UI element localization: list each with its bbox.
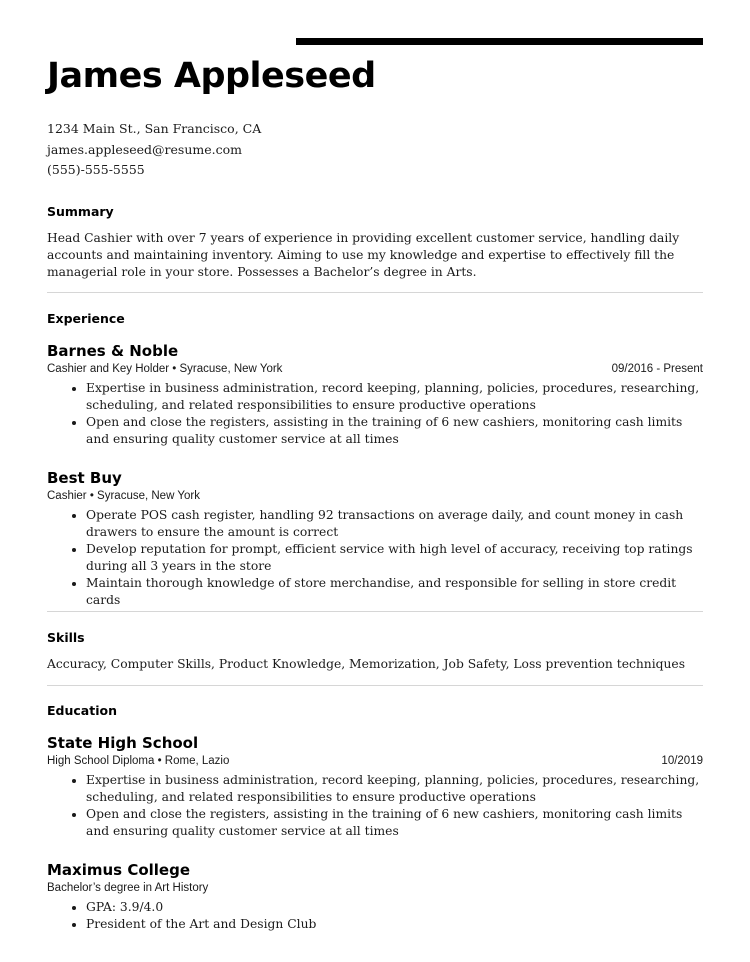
address: 1234 Main St., San Francisco, CA [47,121,262,136]
job-dates: 09/2016 - Present [611,363,703,375]
job-entry-barnes-noble [47,342,703,448]
education-dates: 10/2019 [661,755,703,767]
school-name: State High School [47,734,199,752]
list-item: • Maintain thorough knowledge of store merchandise, and responsible for selling in store credit cards [86,575,703,609]
summary-text: Head Cashier with over 7 years of experience in providing excellent customer service, handling daily accounts and maintaining inventory. Aiming to use my knowledge and expertise to effectively fill the managerial role in your store. Possesses a Bachelor’s degree in Arts. [47,231,680,279]
contact-info [47,119,261,181]
skills-heading: Skills [47,630,85,645]
section-divider [47,685,703,686]
job-entry-best-buy [47,469,703,609]
company-name: Best Buy [47,469,122,487]
skills-text: Accuracy, Computer Skills, Product Knowledge, Memorization, Job Safety, Loss prevention techniques [47,657,686,671]
section-divider [47,292,703,293]
job-bullets [47,507,703,609]
education-entry-state-high [47,734,703,840]
education-bullets [47,772,703,840]
degree-location: Bachelor’s degree in Art History [47,882,209,894]
job-role-location: Cashier • Syracuse, New York [47,490,200,502]
section-divider [47,611,703,612]
header-accent-bar [296,38,703,45]
summary-heading: Summary [47,204,114,219]
list-item: • Open and close the registers, assisting in the training of 6 new cashiers, monitoring cash limits and ensuring quality customer service at all times [86,806,703,840]
job-role-location: Cashier and Key Holder • Syracuse, New York [47,363,283,375]
list-item: • Expertise in business administration, record keeping, planning, policies, procedures, researching, scheduling, and related responsibilities to ensure productive operations [86,772,703,806]
list-item: • Open and close the registers, assisting in the training of 6 new cashiers, monitoring cash limits and ensuring quality customer service at all times [86,414,703,448]
phone: (555)-555-5555 [47,162,145,178]
school-name: Maximus College [47,861,191,879]
education-bullets [47,899,703,933]
degree-location: High School Diploma • Rome, Lazio [47,755,230,767]
email: james.appleseed@resume.com [47,141,242,157]
list-item: • Develop reputation for prompt, efficient service with high level of accuracy, receiving top ratings during all 3 years in the store [86,541,703,575]
experience-heading: Experience [47,311,125,326]
education-heading: Education [47,703,117,718]
candidate-name: James Appleseed [47,56,376,96]
list-item: • Expertise in business administration, record keeping, planning, policies, procedures, researching, scheduling, and related responsibilities to ensure productive operations [86,380,703,414]
list-item: • Operate POS cash register, handling 92 transactions on average daily, and count money in cash drawers to ensure the amount is correct [86,507,703,541]
list-item: • President of the Art and Design Club [86,916,703,933]
job-bullets [47,380,703,448]
education-entry-maximus [47,861,703,933]
company-name: Barnes & Noble [47,342,179,360]
list-item: • GPA: 3.9/4.0 [86,899,703,916]
